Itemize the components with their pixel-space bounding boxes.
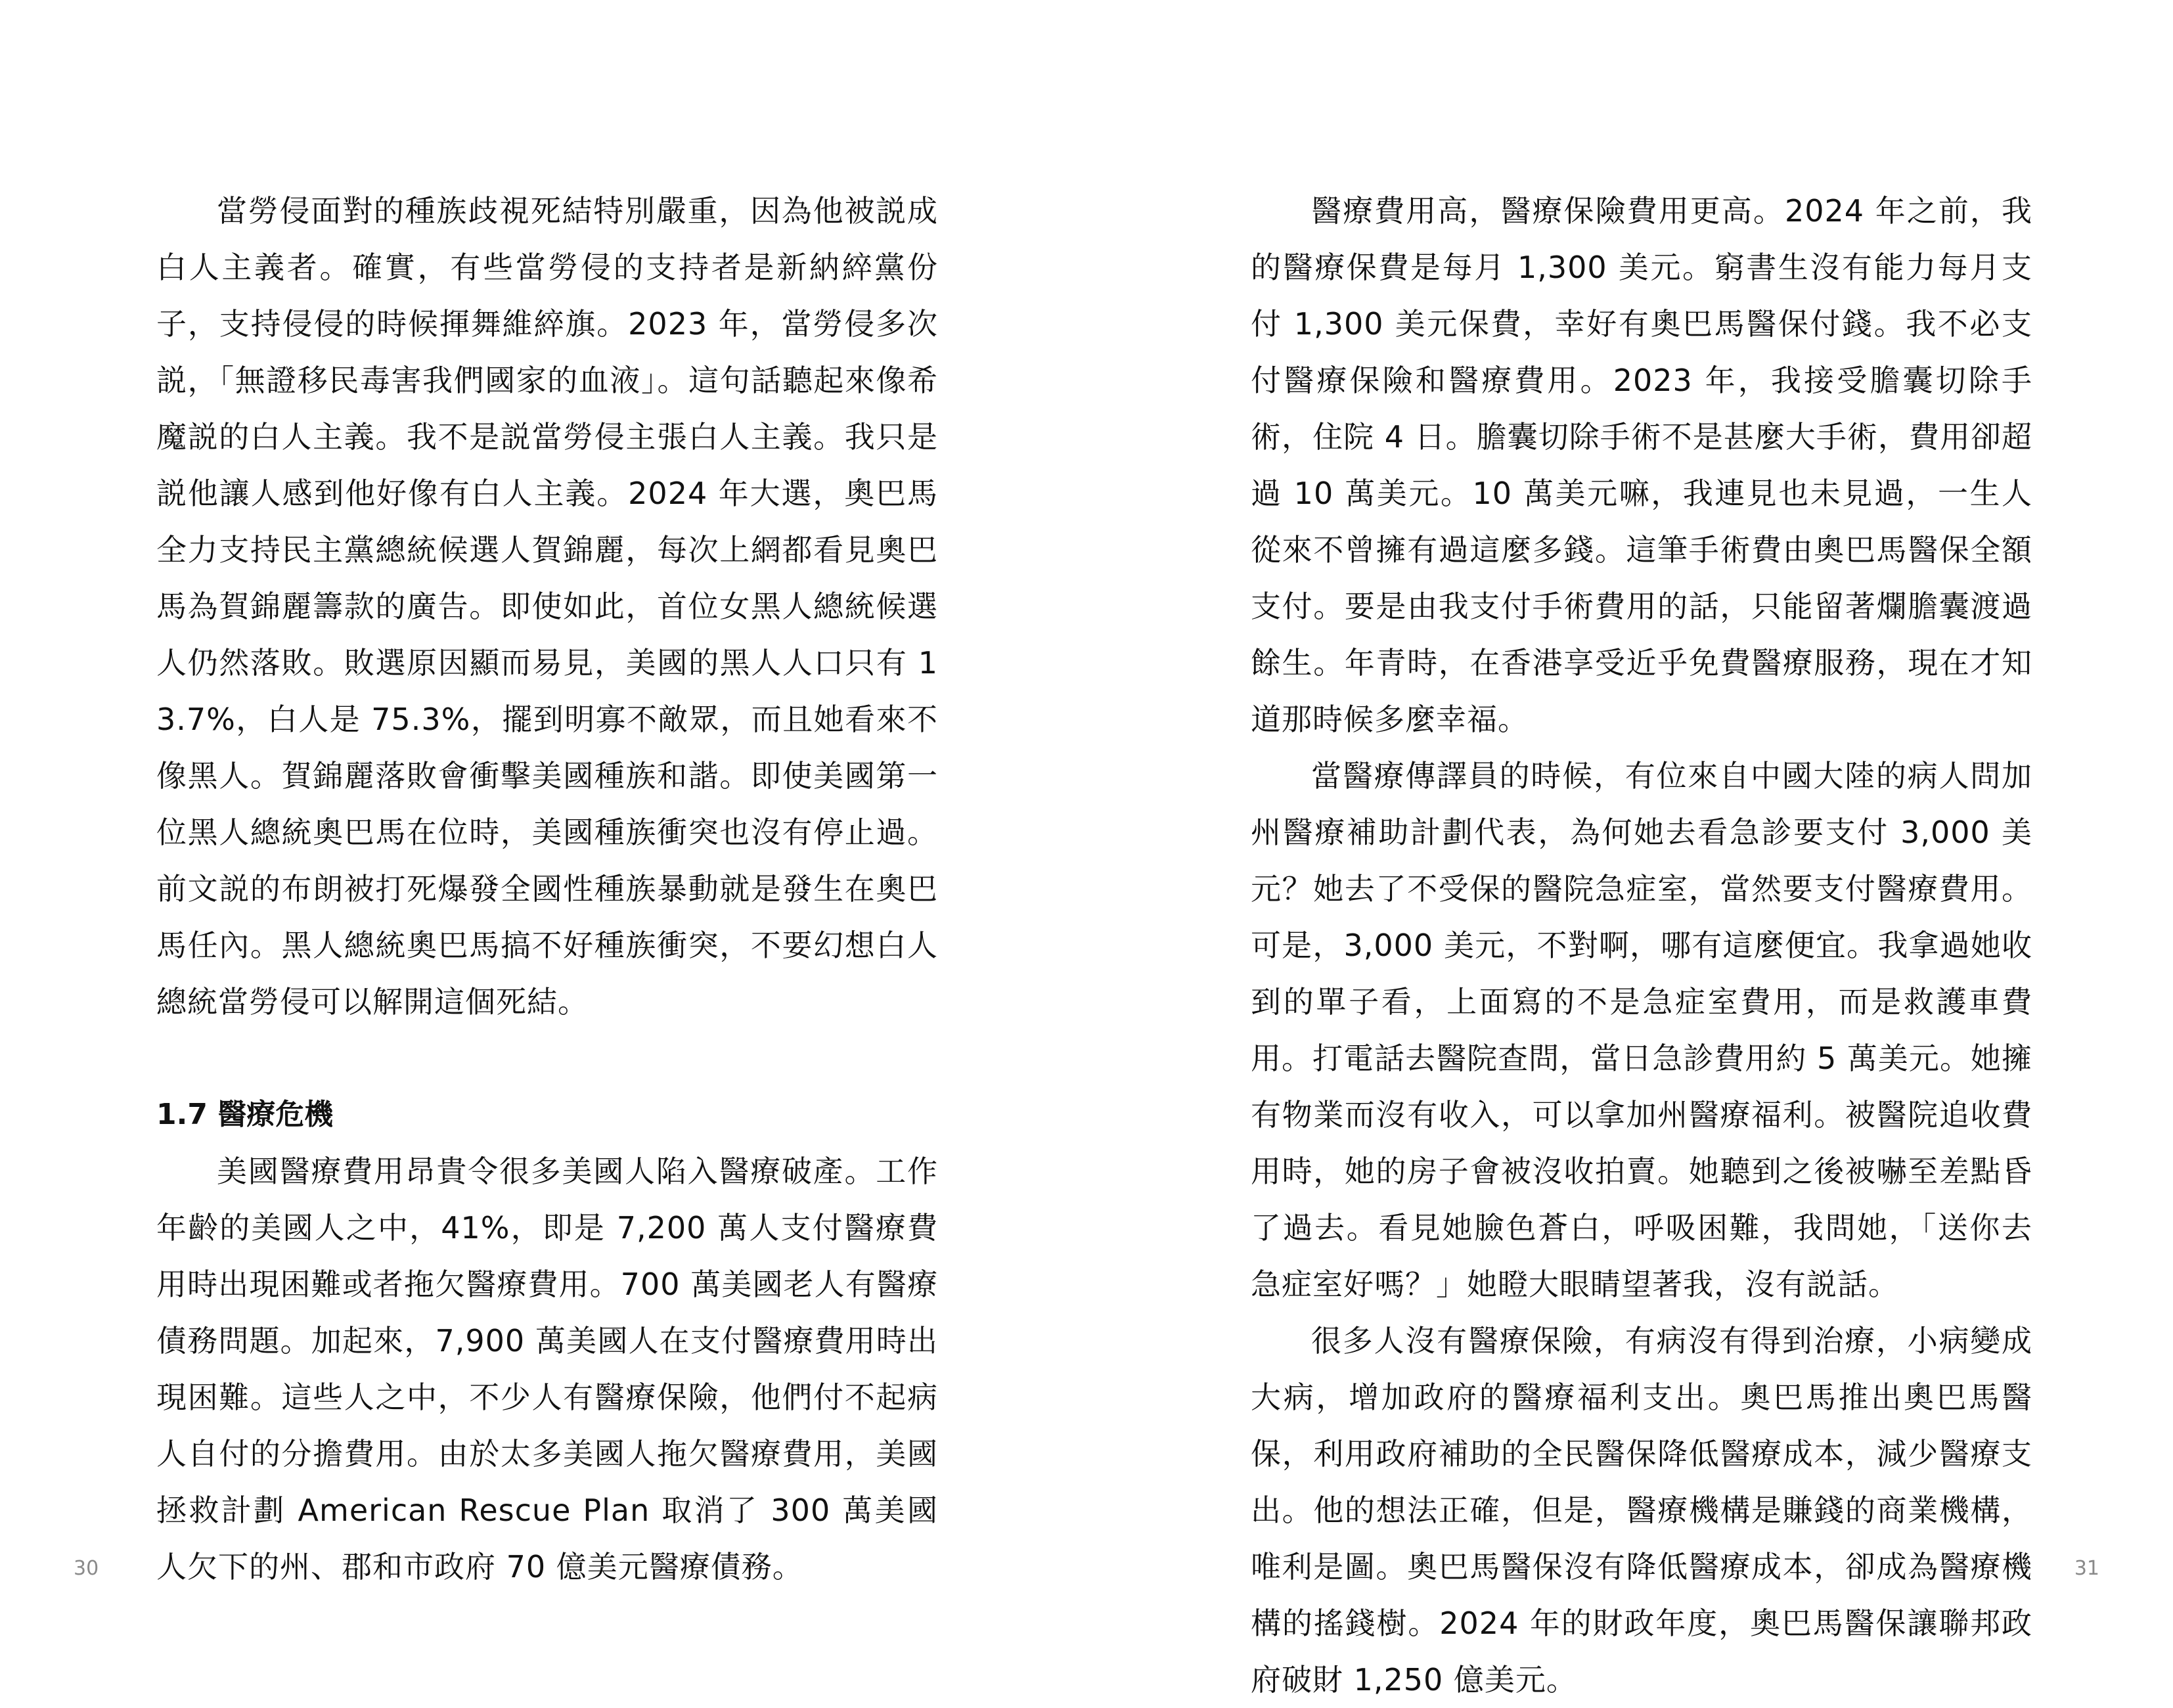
- right-text-column: [1251, 183, 2032, 1708]
- page-number-left: 30: [74, 1557, 99, 1580]
- section-heading: 1.7 醫療危機: [156, 1098, 334, 1131]
- body-paragraph: 醫療費用高，醫療保險費用更高。2024 年之前，我的醫療保費是每月 1,300 美元。窮書生沒有能力每月支付 1,300 美元保費，幸好有奧巴馬醫保付錢。我不必支付醫療保險和醫療費用。2023 年，我接受膽囊切除手術，住院 4 日。膽囊切除手術不是甚麼大手術，費用卻超過 10 萬美元。10 萬美元嘛，我連見也未見過，一生人從來不曾擁有過這麼多錢。這筆手術費由奧巴馬醫保全額支付。要是由我支付手術費用的話，只能留著爛膽囊渡過餘生。年青時，在香港享受近乎免費醫療服務，現在才知道那時候多麼幸福。: [1251, 193, 2032, 737]
- left-text-column: [156, 183, 938, 1595]
- body-paragraph: 當勞侵面對的種族歧視死結特別嚴重，因為他被説成白人主義者。確實，有些當勞侵的支持者是新納綷黨份子，支持侵侵的時候揮舞維綷旗。2023 年，當勞侵多次説，「無證移民毒害我們國家的血液」。這句話聽起來像希魔説的白人主義。我不是説當勞侵主張白人主義。我只是説他讓人感到他好像有白人主義。2024 年大選，奧巴馬全力支持民主黨總統候選人賀錦麗，每次上網都看見奧巴馬為賀錦麗籌款的廣告。即使如此，首位女黑人總統候選人仍然落敗。敗選原因顯而易見，美國的黑人人口只有 13.7%，白人是 75.3%，擺到明寡不敵眾，而且她看來不像黑人。賀錦麗落敗會衝擊美國種族和諧。即使美國第一位黑人總統奧巴馬在位時，美國種族衝突也沒有停止過。前文説的布朗被打死爆發全國性種族暴動就是發生在奧巴馬任內。黑人總統奧巴馬搞不好種族衝突，不要幻想白人總統當勞侵可以解開這個死結。: [156, 193, 938, 1020]
- page-number-right: 31: [2074, 1557, 2099, 1580]
- body-paragraph: 當醫療傳譯員的時候，有位來自中國大陸的病人問加州醫療補助計劃代表，為何她去看急診要支付 3,000 美元？她去了不受保的醫院急症室，當然要支付醫療費用。可是，3,000 美元，不對啊，哪有這麼便宜。我拿過她收到的單子看，上面寫的不是急症室費用，而是救護車費用。打電話去醫院查問，當日急診費用約 5 萬美元。她擁有物業而沒有收入，可以拿加州醫療福利。被醫院追收費用時，她的房子會被沒收拍賣。她聽到之後被嚇至差點昏了過去。看見她臉色蒼白，呼吸困難，我問她，「送你去急症室好嗎？」她瞪大眼睛望著我，沒有説話。: [1251, 758, 2032, 1302]
- left-page: [0, 0, 1086, 1630]
- body-paragraph: 很多人沒有醫療保險，有病沒有得到治療，小病變成大病，增加政府的醫療福利支出。奧巴馬推出奧巴馬醫保，利用政府補助的全民醫保降低醫療成本，減少醫療支出。他的想法正確，但是，醫療機構是賺錢的商業機構，唯利是圖。奧巴馬醫保沒有降低醫療成本，卻成為醫療機構的搖錢樹。2024 年的財政年度，奧巴馬醫保讓聯邦政府破財 1,250 億美元。: [1251, 1323, 2032, 1697]
- right-page: [1086, 0, 2173, 1697]
- body-paragraph: 美國醫療費用昂貴令很多美國人陷入醫療破產。工作年齡的美國人之中，41%，即是 7,200 萬人支付醫療費用時出現困難或者拖欠醫療費用。700 萬美國老人有醫療債務問題。加起來，7,900 萬美國人在支付醫療費用時出現困難。這些人之中，不少人有醫療保險，他們付不起病人自付的分擔費用。由於太多美國人拖欠醫療費用，美國拯救計劃 American Rescue Plan 取消了 300 萬美國人欠下的州、郡和市政府 70 億美元醫療債務。: [156, 1154, 938, 1584]
